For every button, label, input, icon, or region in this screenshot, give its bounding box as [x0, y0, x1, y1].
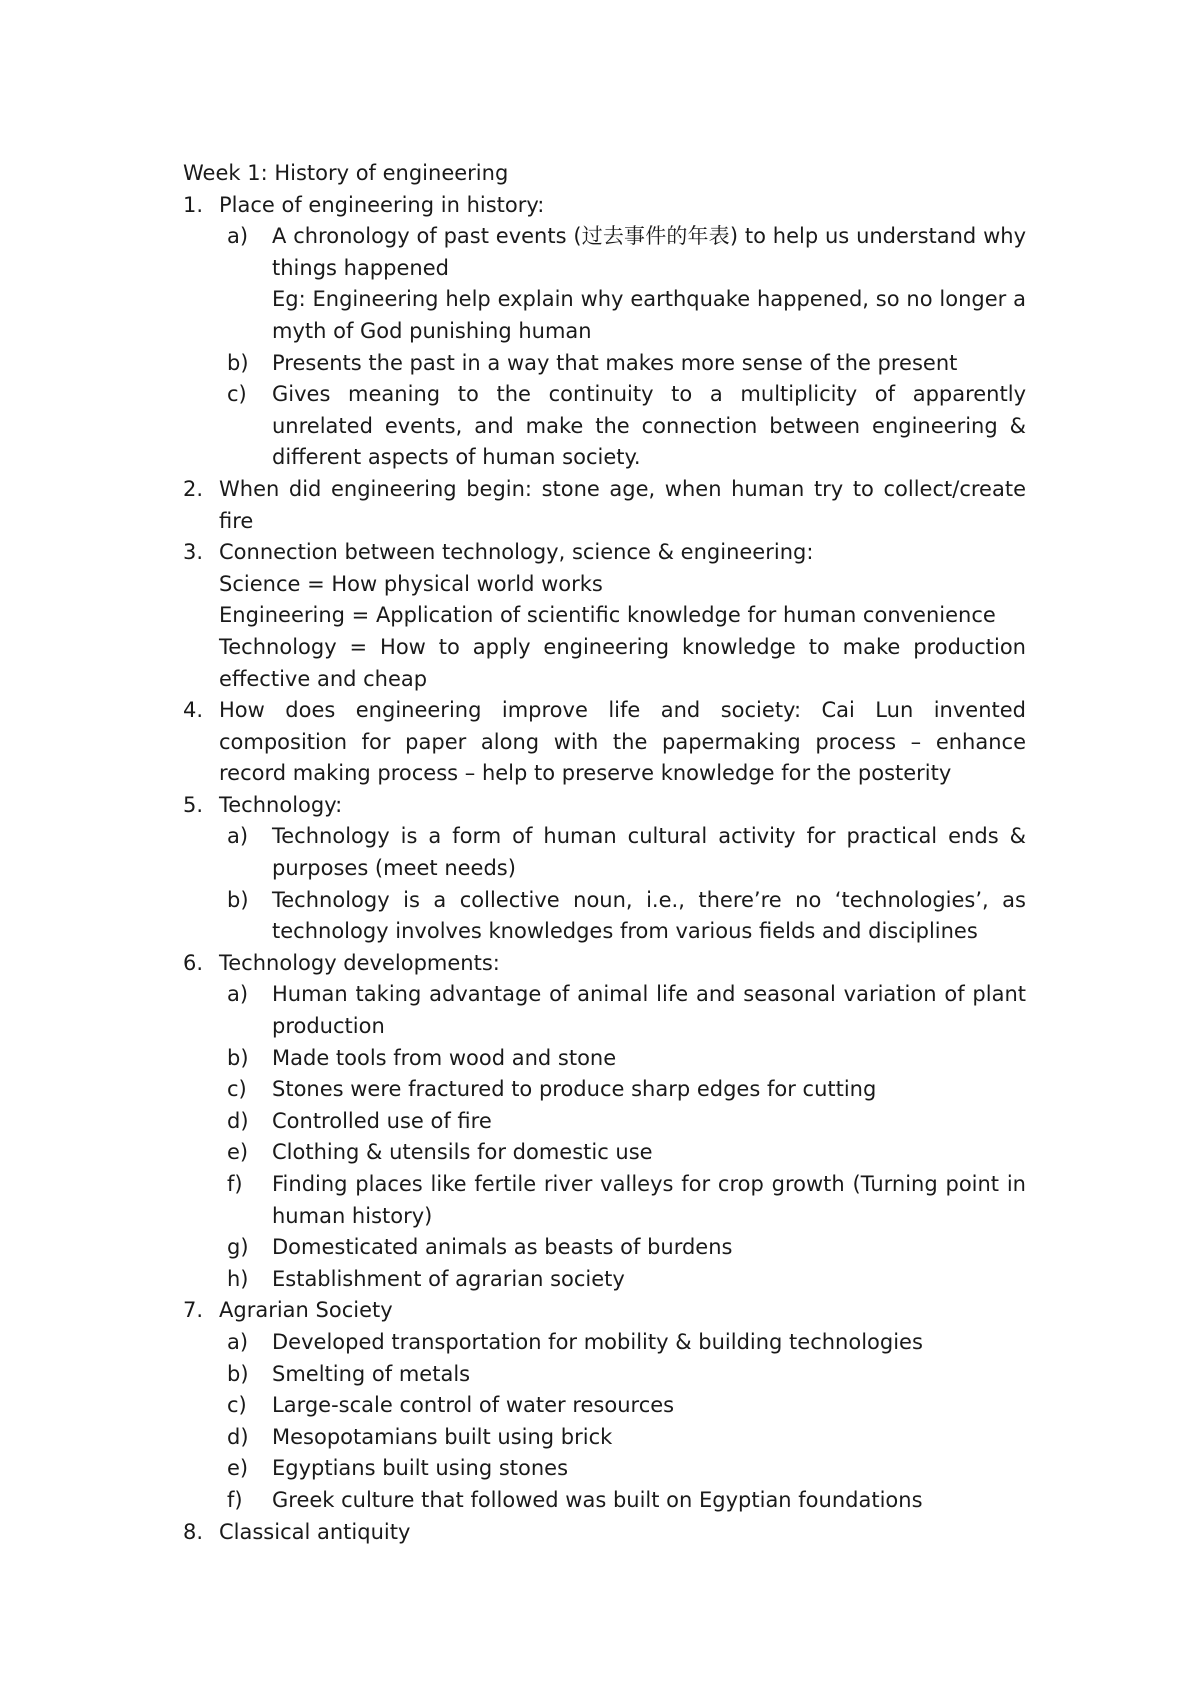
sub-item-7e [183, 1453, 1026, 1485]
sub-item-text: Technology is a form of human cultural activity for practical ends & purposes (meet needs) [272, 824, 1026, 881]
sub-item-6b [183, 1043, 1026, 1075]
sub-item-text: Developed transportation for mobility & building technologies [272, 1329, 923, 1354]
sub-item-6d [183, 1106, 1026, 1138]
list-item-3 [183, 537, 1026, 695]
sub-item-text: Large-scale control of water resources [272, 1393, 675, 1418]
sub-item-letter: a) [227, 224, 249, 249]
list-item-2 [183, 474, 1026, 537]
item-text: Technology developments: [219, 950, 500, 975]
sub-item-letter: c) [227, 1077, 247, 1102]
item-number: 2. [183, 476, 204, 501]
sub-item-text: Human taking advantage of animal life and seasonal variation of plant production [272, 982, 1026, 1039]
sub-item-letter: c) [227, 382, 247, 407]
item-text: Technology: [219, 792, 343, 817]
item-text: Agrarian Society [219, 1298, 393, 1323]
sub-item-letter: b) [227, 1361, 249, 1386]
document-title: Week 1: History of engineering [183, 161, 509, 185]
item-number: 7. [183, 1298, 204, 1323]
sub-item-6h [183, 1264, 1026, 1296]
item-number: 8. [183, 1519, 204, 1544]
sub-item-7f [183, 1485, 1026, 1517]
sub-item-letter: h) [227, 1266, 249, 1291]
sub-item-text: Finding places like fertile river valleys for crop growth (Turning point in human history) [272, 1172, 1026, 1228]
sub-item-text: Egyptians built using stones [272, 1456, 569, 1481]
list-item-1 [183, 190, 1026, 222]
item-text: Place of engineering in history: [219, 192, 545, 217]
sub-item-5a [183, 821, 1026, 884]
sub-item-letter: b) [227, 350, 249, 375]
definition-technology: Technology = How to apply engineering knowledge to make production effective and cheap [219, 634, 1026, 691]
sub-item-text: Controlled use of fire [272, 1108, 492, 1133]
item-number: 1. [183, 192, 204, 217]
sub-item-1a [183, 221, 1026, 347]
sub-item-letter: c) [227, 1393, 247, 1418]
list-item-6 [183, 948, 1026, 980]
sub-item-1c [183, 379, 1026, 474]
item-text: When did engineering begin: stone age, when human try to collect/create fire [219, 476, 1026, 533]
sub-item-6e [183, 1137, 1026, 1169]
item-number: 5. [183, 792, 204, 817]
sub-item-letter: d) [227, 1424, 249, 1449]
sub-item-text: Presents the past in a way that makes more sense of the present [272, 350, 958, 375]
sub-item-text: Stones were fractured to produce sharp edges for cutting [272, 1077, 877, 1102]
sub-item-6c [183, 1074, 1026, 1106]
item-text: Classical antiquity [219, 1519, 411, 1544]
sub-item-text: Gives meaning to the continuity to a multiplicity of apparently unrelated events, and make the connection between engineering & different aspects of human society. [272, 382, 1026, 470]
sub-item-example: Eg: Engineering help explain why earthquake happened, so no longer a myth of God punishing human [272, 287, 1026, 343]
sub-item-letter: a) [227, 1329, 249, 1354]
sub-item-letter: a) [227, 824, 249, 849]
sub-item-letter: b) [227, 1045, 249, 1070]
definition-engineering: Engineering = Application of scientific knowledge for human convenience [219, 603, 996, 628]
sub-item-6a [183, 979, 1026, 1042]
sub-item-6g [183, 1232, 1026, 1264]
sub-item-text: Greek culture that followed was built on Egyptian foundations [272, 1487, 923, 1512]
sub-item-text: Technology is a collective noun, i.e., there’re no ‘technologies’, as technology involves knowledges from various fields and disciplines [272, 887, 1026, 944]
sub-item-text: A chronology of past events (过去事件的年表) to help us understand why things happened [272, 224, 1026, 280]
sub-item-7d [183, 1422, 1026, 1454]
sub-item-1b [183, 348, 1026, 380]
sub-item-text: Smelting of metals [272, 1361, 471, 1386]
item-number: 4. [183, 698, 204, 723]
item-number: 3. [183, 540, 204, 565]
list-item-8 [183, 1517, 1026, 1549]
list-item-7 [183, 1295, 1026, 1327]
sub-item-letter: a) [227, 982, 249, 1007]
item-text: Connection between technology, science & engineering: [219, 540, 814, 565]
sub-item-letter: b) [227, 887, 249, 912]
list-item-4 [183, 695, 1026, 790]
sub-item-7c [183, 1390, 1026, 1422]
document-page [183, 158, 1026, 1548]
item-number: 6. [183, 950, 204, 975]
sub-item-letter: e) [227, 1456, 249, 1481]
sub-item-text: Mesopotamians built using brick [272, 1424, 613, 1449]
sub-item-letter: e) [227, 1140, 249, 1165]
sub-item-text: Domesticated animals as beasts of burdens [272, 1235, 733, 1260]
sub-item-letter: g) [227, 1235, 249, 1260]
sub-item-letter: f) [227, 1487, 243, 1512]
list-item-5 [183, 790, 1026, 822]
sub-item-6f [183, 1169, 1026, 1232]
definition-science: Science = How physical world works [219, 571, 603, 596]
sub-item-text: Made tools from wood and stone [272, 1045, 617, 1070]
sub-item-5b [183, 885, 1026, 948]
sub-item-letter: d) [227, 1108, 249, 1133]
sub-item-7a [183, 1327, 1026, 1359]
sub-item-text: Establishment of agrarian society [272, 1266, 625, 1291]
sub-item-letter: f) [227, 1172, 243, 1196]
sub-item-7b [183, 1359, 1026, 1391]
item-text: How does engineering improve life and society: Cai Lun invented composition for paper along with the papermaking process – enhance record making process – help to preserve knowledge for the posterity [219, 698, 1026, 786]
sub-item-text: Clothing & utensils for domestic use [272, 1140, 653, 1165]
